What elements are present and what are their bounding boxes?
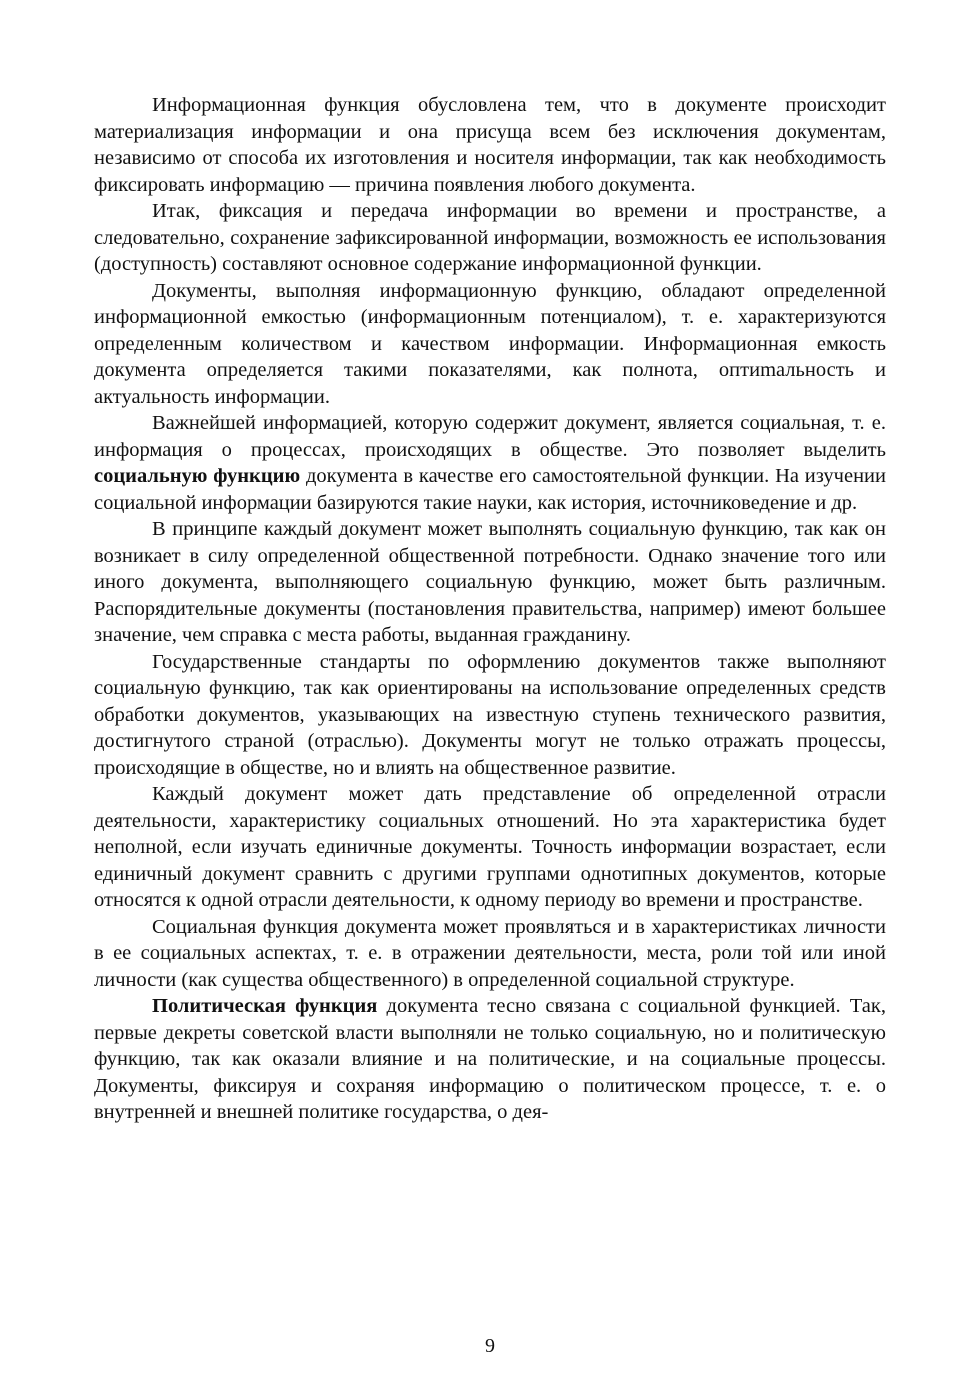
paragraph-information-function: Информационная функция обусловлена тем, что в документе происходит материализация информации и она присуща всем без исключения документам, независимо от способа их изготовления и носителя информации, так как необходимость фиксировать информацию — причина появления любого документа. (94, 94, 886, 196)
page-number: 9 (485, 1335, 495, 1357)
paragraph-text: Важнейшей информацией, которую содержит документ, является социальная, т. е. информация о процессах, происходящих в обществе. Это позволяет выделить (94, 412, 886, 461)
paragraph-text: документа тесно связана с социальной функцией. Так, первые декреты советской власти выполняли не только социальную, но и политическую функцию, так как оказали влияние и на политические, и на социальные процессы. Документы, фиксируя и сохраняя информацию о политическом процессе, т. е. о внутренней и внешней политике государства, о дея- (94, 995, 886, 1123)
paragraph-information-capacity: Документы, выполняя информационную функцию, обладают определенной информационной емкостью (информационным потенциалом), т. е. характеризуются определенным количеством и качеством информации. Информационная емкость документа определяется такими показателями, как полнота, оптиmальность и актуальность информации. (94, 279, 886, 408)
term-social-function: социальную функцию (94, 465, 301, 487)
paragraph-state-standards: Государственные стандарты по оформлению документов также выполняют социальную функцию, так как ориентированы на использование определенных средств обработки документов, указывающих на известную ступень технического развития, достигнутого страной (отраслью). Документы могут не только отражать процессы, происходящие в обществе, но и влиять на общественное развитие. (94, 650, 886, 779)
paragraph-fixation-transfer: Итак, фиксация и передача информации во времени и пространстве, а следовательно, сохранение зафиксированной информации, возможность ее использования (доступность) составляют основное содержание информационной функции. (94, 200, 886, 275)
paragraph-social-need: В принципе каждый документ может выполнять социальную функцию, так как он возникает в силу определенной общественной потребности. Однако значение того или иного документа, выполняющего социальную функцию, может быть различным. Распорядительные документы (постановления правительства, например) имеют большее значение, чем справка с места работы, выданная гражданину. (94, 518, 886, 646)
term-political-function: Политическая функция (152, 995, 378, 1017)
paragraph-personality: Социальная функция документа может проявляться и в характеристиках личности в ее социальных аспектах, т. е. в отражении деятельности, места, роли той или иной личности (как существа общественного) в определенной социальной структуре. (94, 915, 886, 991)
body-text (94, 92, 886, 1126)
paragraph-text: документа в качестве его самостоятельной функции. На изучении социальной информации базируются такие науки, как история, источниковедение и др. (94, 465, 886, 514)
paragraph-social-function (94, 410, 886, 516)
paragraph-political-function (94, 993, 886, 1126)
paragraph-industry-representation: Каждый документ может дать представление об определенной отрасли деятельности, характеристику социальных отношений. Но эта характеристика будет неполной, если изучать единичные документы. Точность информации возрастает, если единичный документ сравнить с другими группами однотипных документов, которые относятся к одной отрасли деятельности, к одному периоду во времени и пространстве. (94, 783, 886, 911)
